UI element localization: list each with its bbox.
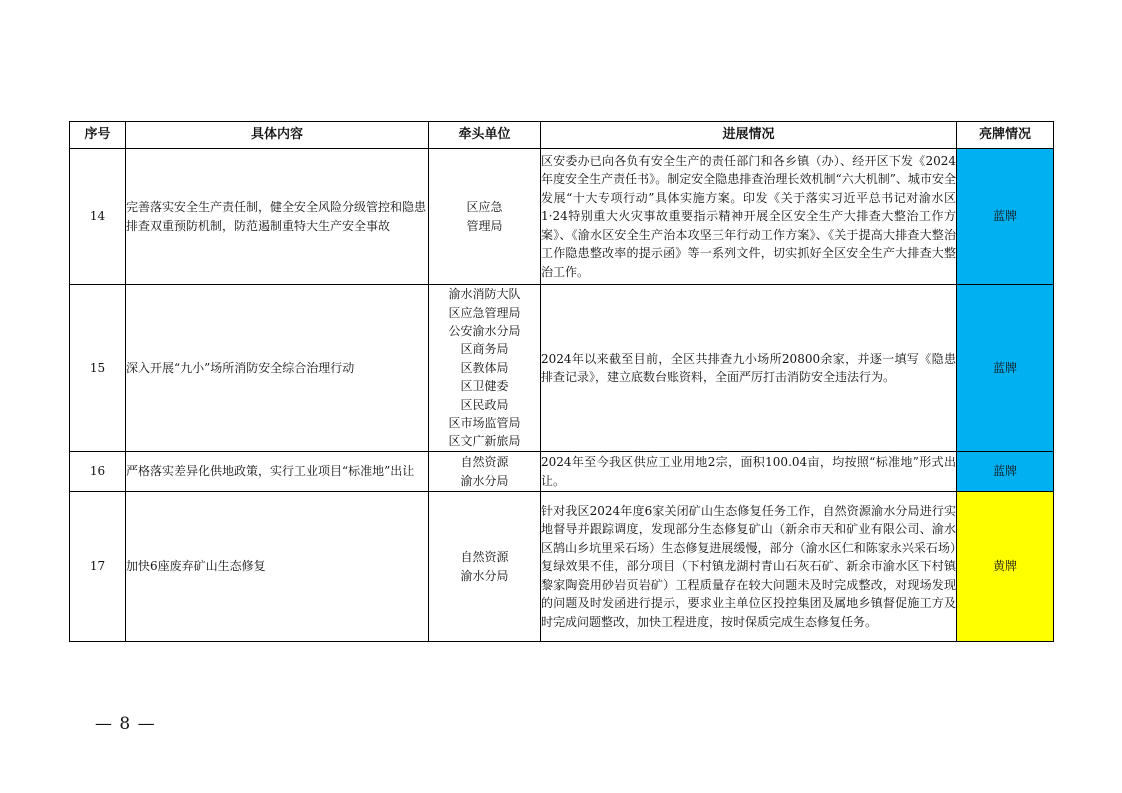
- status-badge: 蓝牌: [957, 285, 1054, 452]
- page-number: — 8 —: [95, 714, 156, 734]
- row-lead-unit: [429, 492, 541, 642]
- lead-unit-line: 区民政局: [460, 397, 509, 412]
- row-progress: 2024年以来截至目前，全区共排查九小场所20800余家，并逐一填写《隐患排查记录》，建立底数台账资料，全面严厉打击消防安全违法行为。: [541, 285, 957, 452]
- row-number: 16: [70, 452, 126, 492]
- lead-unit-line: 公安渝水分局: [448, 323, 521, 338]
- lead-unit-line: 渝水消防大队: [448, 287, 521, 302]
- header-progress: 进展情况: [541, 122, 957, 149]
- progress-table: [69, 121, 1054, 642]
- lead-unit-line: 区市场监管局: [448, 416, 521, 431]
- status-badge: 蓝牌: [957, 452, 1054, 492]
- lead-unit-line: 渝水分局: [460, 568, 509, 583]
- row-progress: 针对我区2024年度6家关闭矿山生态修复任务工作，自然资源渝水分局进行实地督导并跟踪调度，发现部分生态修复矿山（新余市天和矿业有限公司、渝水区鹄山乡坑里采石场）生态修复进展缓慢，部分（渝水区仁和陈家永兴采石场）复绿效果不佳，部分项目（下村镇龙湖村青山石灰石矿、新余市渝水区下村镇黎家陶瓷用砂岩页岩矿）工程质量存在较大问题未及时完成整改，对现场发现的问题及时发函进行提示，要求业主单位区投控集团及属地乡镇督促施工方及时完成问题整改，加快工程进度，按时保质完成生态修复任务。: [541, 492, 957, 642]
- lead-unit-line: 自然资源: [460, 550, 509, 565]
- row-lead-unit: [429, 149, 541, 285]
- row-progress: 区安委办已向各负有安全生产的责任部门和各乡镇（办）、经开区下发《2024年度安全生产责任书》。制定安全隐患排查治理长效机制“六大机制”、城市安全发展“十大专项行动”具体实施方案。印发《关于落实习近平总书记对渝水区1·24特别重大火灾事故重要指示精神开展全区安全生产大排查大整治工作方案》、《渝水区安全生产治本攻坚三年行动工作方案》、《关于提高大排查大整治工作隐患整改率的提示函》等一系列文件，切实抓好全区安全生产大排查大整治工作。: [541, 149, 957, 285]
- table-row: [70, 452, 1054, 492]
- row-content: 完善落实安全生产责任制，健全安全风险分级管控和隐患排查双重预防机制，防范遏制重特大生产安全事故: [126, 149, 429, 285]
- row-content: 深入开展“九小”场所消防安全综合治理行动: [126, 285, 429, 452]
- lead-unit-line: 渝水分局: [460, 473, 509, 488]
- header-num: 序号: [70, 122, 126, 149]
- table-row: [70, 285, 1054, 452]
- header-status: 亮牌情况: [957, 122, 1054, 149]
- header-lead: 牵头单位: [429, 122, 541, 149]
- row-lead-unit: [429, 452, 541, 492]
- header-content: 具体内容: [126, 122, 429, 149]
- row-content: 加快6座废弃矿山生态修复: [126, 492, 429, 642]
- lead-unit-line: 区应急管理局: [448, 305, 521, 320]
- row-number: 17: [70, 492, 126, 642]
- row-lead-unit: [429, 285, 541, 452]
- lead-unit-line: 区应急: [466, 200, 503, 215]
- table-header-row: [70, 122, 1054, 149]
- lead-unit-line: 管理局: [466, 218, 503, 233]
- status-badge: 黄牌: [957, 492, 1054, 642]
- row-content: 严格落实差异化供地政策，实行工业项目“标准地”出让: [126, 452, 429, 492]
- table-row: [70, 492, 1054, 642]
- lead-unit-line: 区教体局: [460, 360, 509, 375]
- row-number: 14: [70, 149, 126, 285]
- status-badge: 蓝牌: [957, 149, 1054, 285]
- row-number: 15: [70, 285, 126, 452]
- lead-unit-line: 区卫健委: [460, 379, 509, 394]
- lead-unit-line: 自然资源: [460, 455, 509, 470]
- row-progress: 2024年至今我区供应工业用地2宗，面积100.04亩，均按照“标准地”形式出让。: [541, 452, 957, 492]
- lead-unit-line: 区商务局: [460, 342, 509, 357]
- lead-unit-line: 区文广新旅局: [448, 434, 521, 449]
- table-row: [70, 149, 1054, 285]
